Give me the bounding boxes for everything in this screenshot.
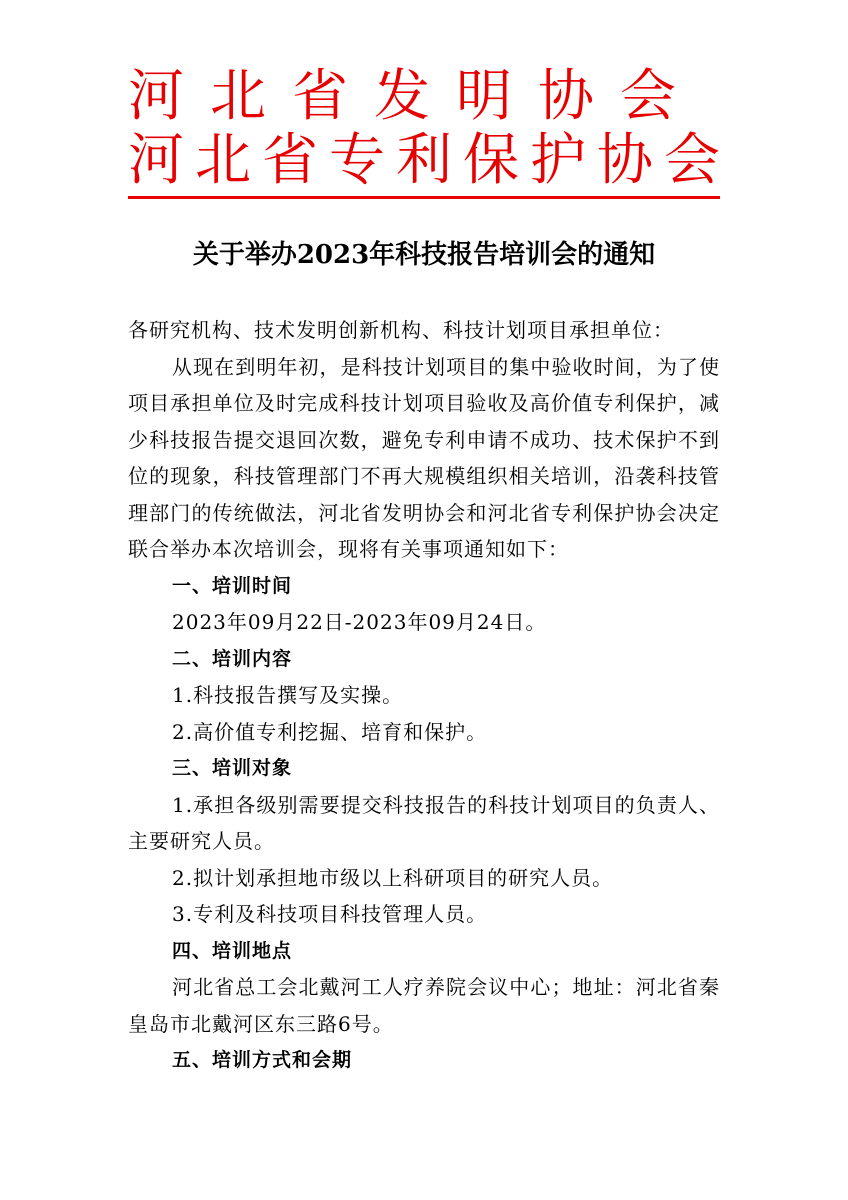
section-paragraph: 2.拟计划承担地市级以上科研项目的研究人员。 — [172, 865, 614, 890]
letterhead-org-2: 河北省专利保护协会 — [128, 128, 731, 193]
section-paragraph: 2.高价值专利挖掘、培育和保护。 — [172, 719, 488, 744]
section-heading: 五、培训方式和会期 — [172, 1049, 353, 1071]
section-paragraph: 3.专利及科技项目科技管理人员。 — [172, 902, 488, 926]
section-paragraph: 2023年09月22日-2023年09月24日。 — [172, 610, 547, 634]
section-heading: 四、培训地点 — [172, 939, 293, 962]
document-title: 关于举办2023年科技报告培训会的通知 — [192, 240, 656, 270]
intro-paragraph: 从现在到明年初，是科技计划项目的集中验收时间，为了使项目承担单位及时完成科技计划项目验收及高价值专利保护，减少科技报告提交退回次数，避免专利申请不成功、技术保护不到位的现象，科技管理部门不再大规模组织相关培训，沿袭科技管理部门的传统做法，河北省发明协会和河北省专利保护协会决定联合举办本次培训会，现将有关事项通知如下： — [128, 354, 720, 561]
letterhead-org-1: 河北省发明协会 — [128, 64, 702, 129]
letterhead-divider — [128, 196, 720, 199]
section-heading: 一、培训时间 — [172, 574, 293, 597]
document-body — [128, 312, 720, 1079]
section-paragraph: 1.承担各级别需要提交科技报告的科技计划项目的负责人、主要研究人员。 — [128, 792, 720, 853]
section-paragraph: 河北省总工会北戴河工人疗养院会议中心；地址：河北省秦皇岛市北戴河区东三路6号。 — [128, 975, 720, 1036]
salutation: 各研究机构、技术发明创新机构、科技计划项目承担单位： — [128, 318, 674, 342]
section-paragraph: 1.科技报告撰写及实操。 — [172, 683, 404, 707]
section-heading: 三、培训对象 — [172, 757, 293, 779]
section-heading: 二、培训内容 — [172, 647, 293, 670]
